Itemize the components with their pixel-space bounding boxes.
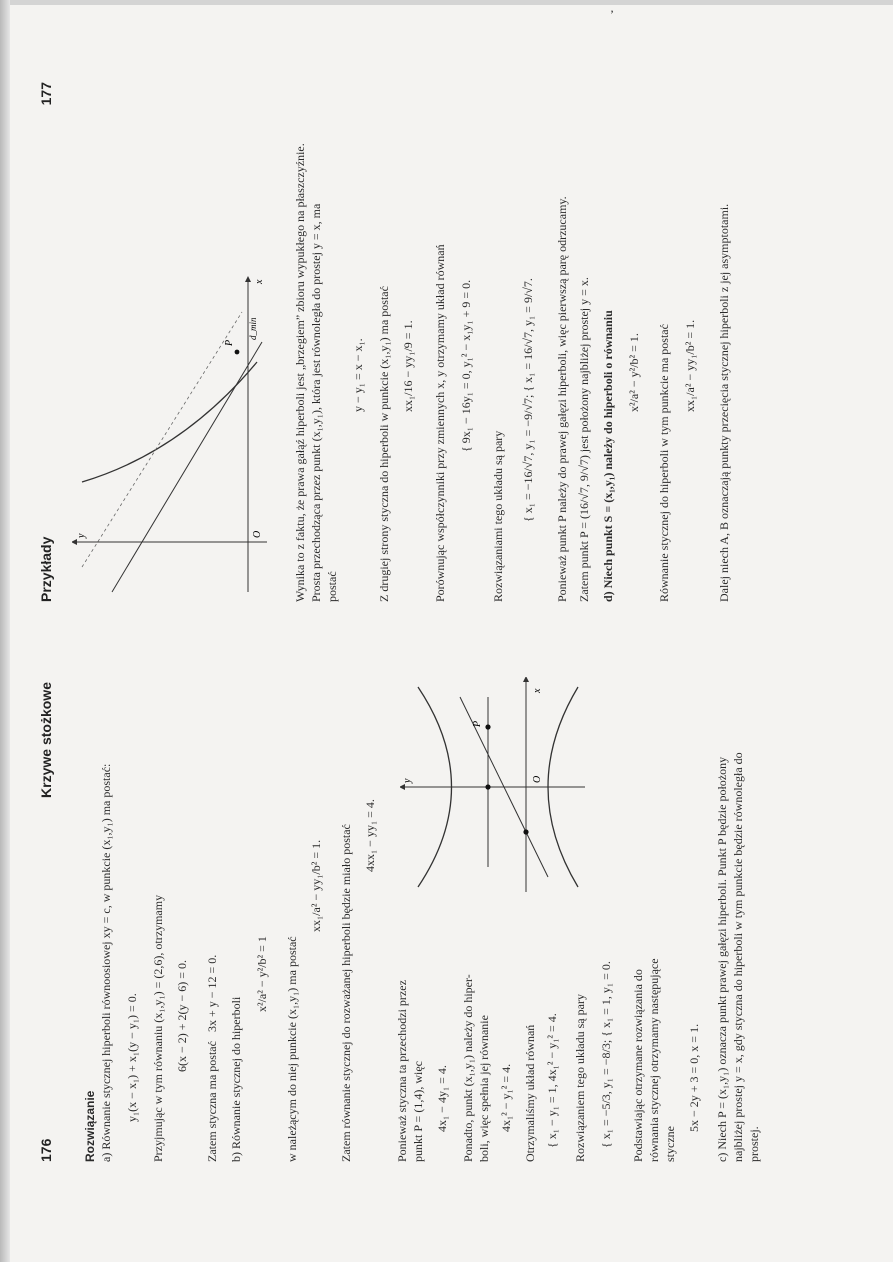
- line-y-equals-x: [112, 339, 262, 592]
- formula: xx₁/a² − yy₁/b² = 1.: [683, 319, 697, 412]
- point-p: [485, 724, 490, 729]
- text-line: Równanie stycznej do hiperboli w tym punkcie ma postać: [657, 324, 671, 602]
- text-line: styczne: [663, 1126, 677, 1162]
- tangency-point-2: [523, 829, 528, 834]
- text-line: d) Niech punkt S = (x₁,y₁) należy do hiperboli o równaniu: [601, 310, 615, 602]
- hyperbola-right-branch: [82, 362, 257, 482]
- y-axis-arrow: [400, 784, 405, 790]
- equation-system: { x₁ − y₁ = 1, 4x₁² − y₁² = 4.: [545, 1013, 559, 1148]
- origin-label: O: [532, 775, 543, 783]
- text-line: a) Równanie stycznej hiperboli równoosiowej xy = c, w punkcie (x₁,y₁) ma postać:: [99, 763, 113, 1162]
- y-axis-label: y: [402, 778, 413, 783]
- formula: 6(x − 2) + 2(y − 6) = 0.: [175, 959, 189, 1072]
- distance-label: d_min: [248, 317, 258, 340]
- x-axis-label: x: [532, 688, 543, 693]
- y-axis-label: y: [76, 533, 87, 538]
- formula: xx₁/16 − yy₁/9 = 1.: [401, 320, 415, 412]
- solution-pairs: { x₁ = −5/3, y₁ = −8/3; { x₁ = 1, y₁ = 0.: [599, 961, 613, 1148]
- text-line: Ponadto, punkt (x₁,y₁) należy do hiper-: [461, 974, 475, 1162]
- text-line: w należącym do niej punkcie (x₁,y₁) ma postać: [285, 936, 299, 1162]
- page-header: [38, 662, 62, 1182]
- formula: 4xx₁ − yy₁ = 4.: [363, 799, 377, 872]
- hyperbola-figure-left: [400, 677, 590, 897]
- text-line: Ponieważ punkt P należy do prawej gałęzi hiperboli, więc pierwszą parę odrzucamy.: [555, 196, 569, 602]
- origin-label: O: [252, 530, 263, 538]
- text-line: Ponieważ styczna ta przechodzi przez: [395, 980, 409, 1162]
- y-axis-arrow: [72, 539, 77, 545]
- text-line: Rozwiązaniami tego układu są pary: [491, 430, 505, 602]
- formula: 4x₁ − 4y₁ = 4.: [435, 1065, 449, 1132]
- text-line: Otrzymaliśmy układ równań: [523, 1024, 537, 1162]
- formula: x²/a² − y²/b² = 1: [255, 936, 269, 1012]
- text-line: Wynika to z faktu, że prawa gałąź hiperboli jest „brzegiem” zbioru wypukłego na płaszczyźnie.: [293, 143, 307, 602]
- page-number: 176: [38, 1138, 54, 1162]
- formula: 4x₁² − y₁² = 4.: [499, 1063, 513, 1132]
- point-p-label: P: [472, 720, 483, 727]
- text-line: postać: [325, 571, 339, 602]
- text-line: Porównując współczynniki przy zmiennych x, y otrzymamy układ równań: [433, 244, 447, 602]
- tangent-line-parallel: [82, 312, 242, 567]
- text-line: Dalej niech A, B oznaczają punkty przecięcia stycznej hiperboli z jej asymptotami.: [717, 203, 731, 602]
- solution-pairs: { x₁ = −16/√7, y₁ = −9/√7; { x₁ = 16/√7, y₁ = 9/√7.: [521, 278, 535, 522]
- text-line: Rozwiązanie: [83, 1090, 97, 1162]
- text-line: c) Niech P = (x₁,y₁) oznacza punkt prawej gałęzi hiperboli. Punkt P będzie położony: [715, 756, 729, 1162]
- text-line: Przyjmując w tym równaniu (x₁,y₁) = (2,6), otrzymamy: [151, 894, 165, 1162]
- hyperbola-figure-right: [72, 272, 272, 602]
- text-line: Prosta przechodząca przez punkt (x₁,y₁), która jest równoległa do prostej y = x, ma: [309, 203, 323, 602]
- x-axis-arrow: [245, 276, 251, 282]
- text-line: Zatem punkt P = (16/√7, 9/√7) jest położony najbliżej prostej y = x.: [577, 277, 591, 602]
- x-axis-label: x: [254, 279, 265, 284]
- text-line: prostej.: [747, 1126, 761, 1162]
- text-line: równania stycznej otrzymamy następujące: [647, 958, 661, 1162]
- text-line: Podstawiając otrzymane rozwiązania do: [631, 969, 645, 1162]
- formula: y − y₁ = x − x₁.: [351, 338, 365, 412]
- formula: x²/a² − y²/b² = 1.: [627, 333, 641, 412]
- text-line: Zatem równanie stycznej do rozważanej hiperboli będzie miało postać: [339, 824, 353, 1162]
- text-line: najbliżej prostej y = x, gdy styczna do hiperboli w tym punkcie będzie równoległa do: [731, 752, 745, 1162]
- page-176: [0, 662, 893, 1182]
- text-line: Zatem styczna ma postać: [205, 1041, 219, 1162]
- formula: xx₁/a² − yy₁/b² = 1.: [309, 839, 323, 932]
- page-header: [38, 62, 62, 622]
- scan-mark: ’: [610, 7, 614, 21]
- text-line: Z drugiej strony styczna do hiperboli w punkcie (x₁,y₁) ma postać: [377, 286, 391, 602]
- tangency-point-1: [485, 784, 490, 789]
- equation-system: { 9x₁ − 16y₁ = 0, y₁² − x₁y₁ + 9 = 0.: [459, 279, 473, 452]
- formula: y₁(x − x₁) + x₁(y − y₁) = 0.: [125, 993, 139, 1122]
- text-line: Rozwiązaniem tego układu są pary: [573, 994, 587, 1162]
- formula: 3x + y − 12 = 0.: [205, 954, 219, 1032]
- text-line: b) Równanie stycznej do hiperboli: [229, 996, 243, 1162]
- running-title: Krzywe stożkowe: [38, 682, 54, 798]
- point-p-label: P: [224, 339, 235, 346]
- page-177: [0, 62, 893, 622]
- page-number: 177: [38, 82, 54, 106]
- text-line: boli, więc spełnia jej równanie: [477, 1015, 491, 1162]
- formula: 5x − 2y + 3 = 0, x = 1.: [687, 1023, 701, 1132]
- point-p: [235, 350, 240, 355]
- text-line: punkt P = (1,4), więc: [411, 1061, 425, 1162]
- x-axis-arrow: [523, 677, 529, 682]
- running-title: Przykłady: [38, 536, 54, 602]
